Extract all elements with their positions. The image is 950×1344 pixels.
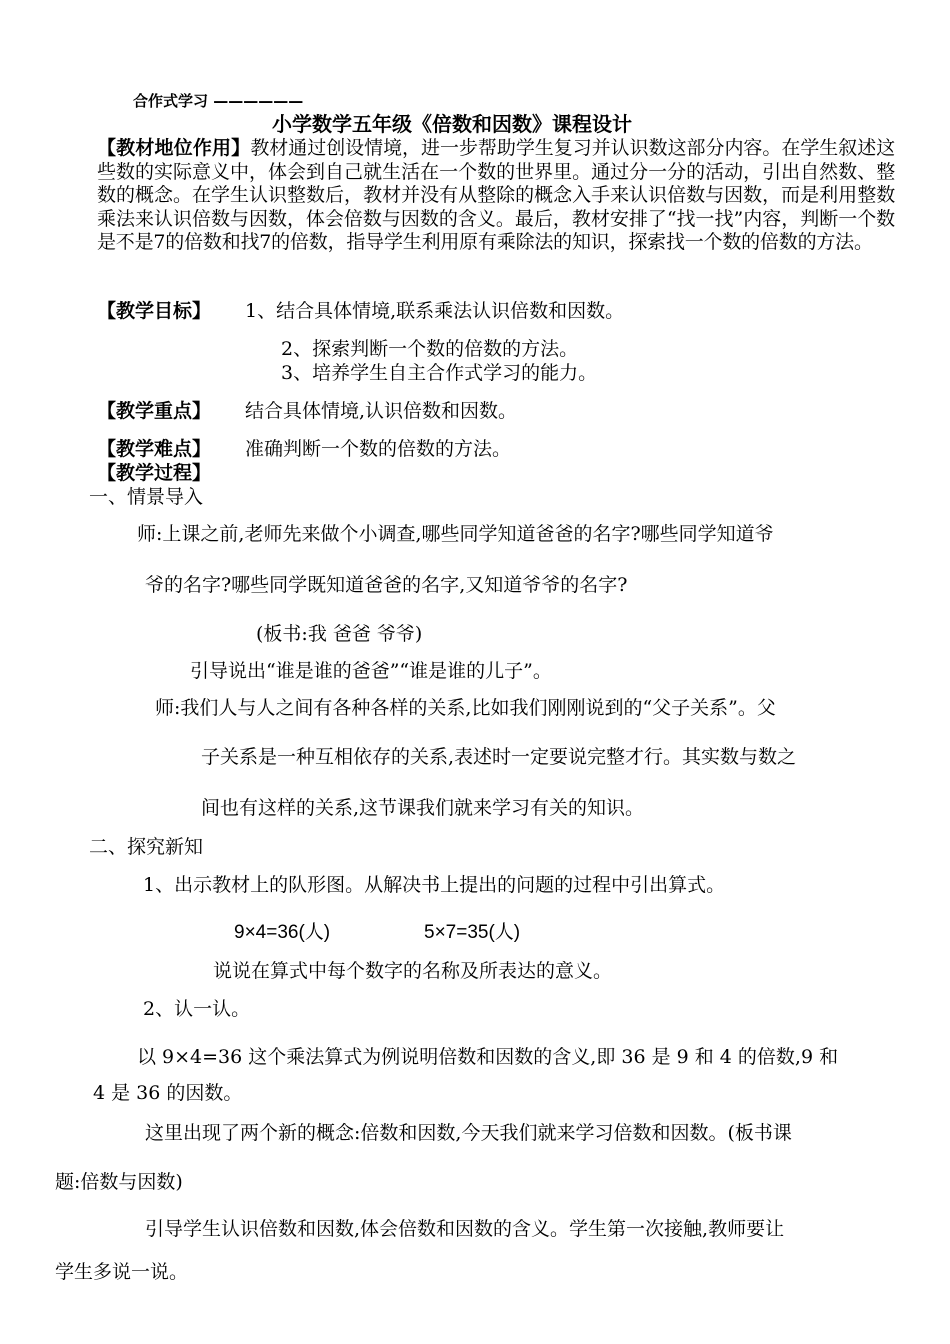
process-label: 【教学过程】 [97,462,212,484]
section2-p5-line2: 学生多说一说。 [55,1261,189,1283]
header-tag: 合作式学习 —————— [133,92,304,110]
guide-text: 引导说出“谁是谁的爸爸”“谁是谁的儿子”。 [190,660,552,682]
key-point-label: 【教学重点】 [97,400,212,422]
section2-p3-line2: 4 是 36 的因数。 [93,1082,243,1104]
material-text: 教材通过创设情境，进一步帮助学生复习并认识数这部分内容。在学生叙述这些数的实际意义中，体会到自己就生活在一个数的世界里。通过分一分的活动，引出自然数、整数的概念。在学生认识整数后，教材并没有从整除的概念入手来认识倍数与因数，而是利用整数乘法来认识倍数与因数，体会倍数与因数的含义。最后，教材安排了“找一找”内容，判断一个数是不是7的倍数和找7的倍数，指导学生利用原有乘除法的知识，探索找一个数的倍数的方法。 [97,137,895,254]
difficulty-text: 准确判断一个数的倍数的方法。 [245,438,512,460]
document-title: 小学数学五年级《倍数和因数》课程设计 [272,112,632,136]
section2-p4-line1: 这里出现了两个新的概念:倍数和因数,今天我们就来学习倍数和因数。(板书课 [145,1122,792,1144]
board-note: (板书:我 爸爸 爷爷) [256,623,423,645]
material-label: 【教材地位作用】 [97,137,251,159]
difficulty-label: 【教学难点】 [97,438,212,460]
material-paragraph [97,137,895,255]
section1-heading: 一、情景导入 [89,486,204,508]
section2-p3-line1: 以 9×4=36 这个乘法算式为例说明倍数和因数的含义,即 36 是 9 和 4 的倍数,9 和 [137,1046,839,1068]
step1-text: 1、出示教材上的队形图。从解决书上提出的问题的过程中引出算式。 [143,874,726,896]
section1-p2-line2: 子关系是一种互相依存的关系,表述时一定要说完整才行。其实数与数之 [201,746,797,768]
goal-item-1: 1、结合具体情境,联系乘法认识倍数和因数。 [245,300,625,322]
equation-1: 9×4=36(人) [234,922,331,943]
section1-p1-line2: 爷的名字?哪些同学既知道爸爸的名字,又知道爷爷的名字? [145,574,628,596]
goals-label: 【教学目标】 [97,300,212,322]
section2-p4-line2: 题:倍数与因数) [55,1171,183,1193]
section2-heading: 二、探究新知 [89,836,204,858]
section1-p1-line1: 师:上课之前,老师先来做个小调查,哪些同学知道爸爸的名字?哪些同学知道爷 [137,523,774,545]
section2-p5-line1: 引导学生认识倍数和因数,体会倍数和因数的含义。学生第一次接触,教师要让 [145,1218,785,1240]
explain-text: 说说在算式中每个数字的名称及所表达的意义。 [213,960,613,982]
equation-2: 5×7=35(人) [424,922,521,943]
key-point-text: 结合具体情境,认识倍数和因数。 [245,400,518,422]
goal-item-2: 2、探索判断一个数的倍数的方法。 [281,338,579,360]
section1-p2-line3: 间也有这样的关系,这节课我们就来学习有关的知识。 [201,797,645,819]
goal-item-3: 3、培养学生自主合作式学习的能力。 [281,362,598,384]
section1-p2-line1: 师:我们人与人之间有各种各样的关系,比如我们刚刚说到的“父子关系”。父 [155,697,776,719]
step2-text: 2、认一认。 [143,998,251,1020]
